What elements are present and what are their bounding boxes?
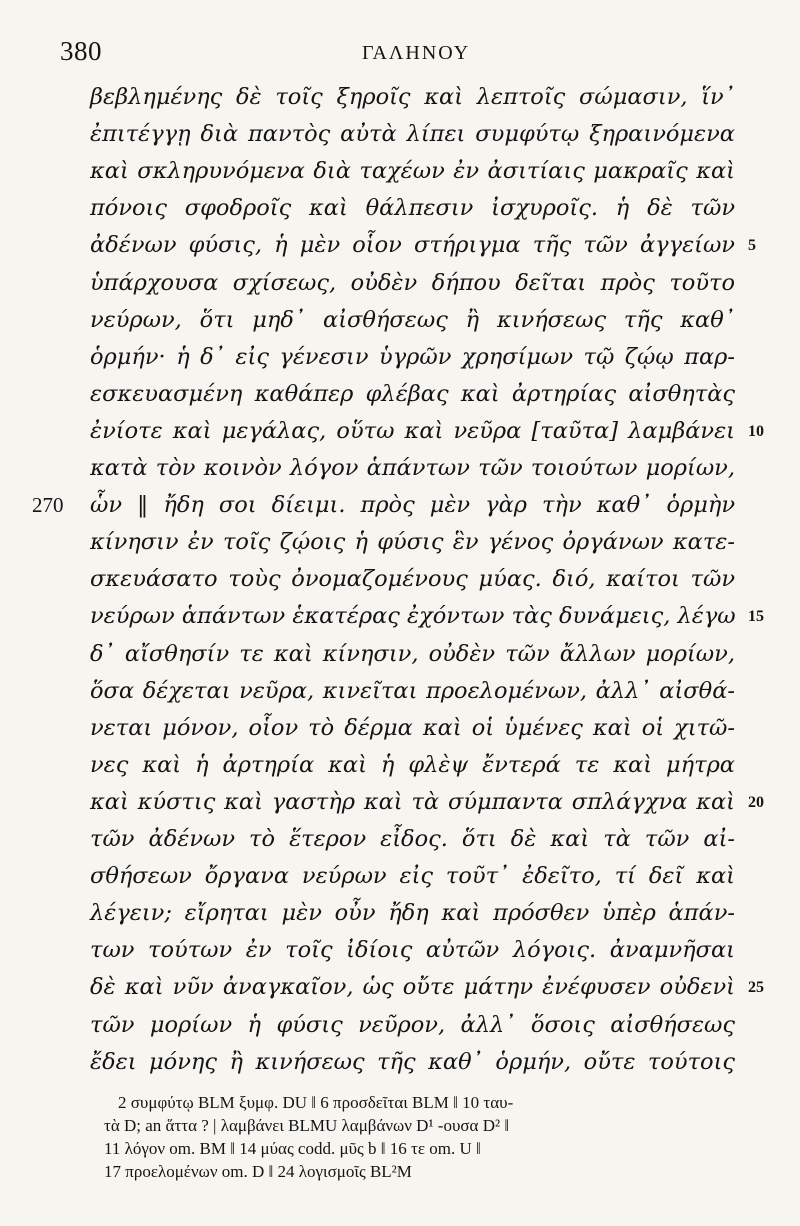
line-text: καὶ κύστις καὶ γαστὴρ καὶ τὰ σύμπαντα σπλάγχνα καὶ	[90, 788, 735, 815]
line-text: νεται μόνον, οἷον τὸ δέρμα καὶ οἱ ὑμένες καὶ οἱ χιτῶ-	[90, 714, 735, 741]
apparatus-line: τὰ D; an ἅττα ? | λαμβάνει BLMU λαμβάνων D¹ -ουσα D² ‖	[104, 1116, 510, 1135]
line-text: νεύρων ἁπάντων ἑκατέρας ἐχόντων τὰς δυνάμεις, λέγω	[90, 603, 736, 630]
text-line	[0, 525, 800, 565]
line-number: 15	[748, 608, 764, 626]
text-line	[0, 562, 800, 602]
line-text: τῶν ἀδένων τὸ ἕτερον εἶδος. ὅτι δὲ καὶ τὰ τῶν αἰ-	[90, 826, 735, 852]
text-line	[0, 599, 800, 639]
line-text: νες καὶ ἡ ἀρτηρία καὶ ἡ φλὲψ ἔντερά τε καὶ μήτρα	[90, 751, 735, 778]
line-text: κατὰ τὸν κοινὸν λόγον ἁπάντων τῶν τοιούτων μορίων,	[90, 455, 735, 481]
page-number: 380	[60, 36, 102, 66]
apparatus-line: 17 προελομένων om. D ‖ 24 λογισμοῖς BL²M	[104, 1162, 412, 1181]
text-line	[0, 748, 800, 788]
text-line	[0, 822, 800, 862]
line-text: λέγειν; εἴρηται μὲν οὖν ἤδη καὶ πρόσθεν ὑπὲρ ἁπάν-	[90, 900, 735, 927]
page-header	[0, 28, 800, 68]
text-line	[0, 340, 800, 380]
line-text: πόνοις σφοδροῖς καὶ θάλπεσιν ἰσχυροῖς. ἡ δὲ τῶν	[90, 195, 735, 222]
text-line	[0, 266, 800, 306]
margin-page-reference: 270	[32, 493, 64, 518]
text-line	[0, 1008, 800, 1048]
text-line	[0, 154, 800, 194]
line-text: ἀδένων φύσις, ἡ μὲν οἷον στήριγμα τῆς τῶν ἀγγείων	[90, 232, 735, 259]
line-text: ὧν ‖ ἤδη σοι δίειμι. πρὸς μὲν γὰρ τὴν καθ᾿ ὁρμὴν	[90, 492, 735, 519]
text-line	[0, 377, 800, 417]
text-line	[0, 785, 800, 825]
text-line	[0, 1045, 800, 1085]
text-line	[0, 896, 800, 936]
text-line	[0, 451, 800, 491]
text-line	[0, 488, 800, 528]
running-head: ΓΑΛΗΝΟΥ	[362, 42, 471, 64]
line-text: σκευάσατο τοὺς ὀνομαζομένους μύας. διό, καίτοι τῶν	[90, 566, 735, 593]
line-text: τῶν μορίων ἡ φύσις νεῦρον, ἀλλ᾿ ὅσοις αἰσθήσεως	[90, 1011, 735, 1038]
text-line	[0, 674, 800, 714]
text-line	[0, 970, 800, 1010]
apparatus-line: 2 συμφύτῳ BLM ξυμφ. DU ‖ 6 προσδεῖται BLM ‖ 10 ταυ-	[118, 1093, 514, 1112]
line-text: ἔδει μόνης ἢ κινήσεως τῆς καθ᾿ ὁρμήν, οὔτε τούτοις	[90, 1048, 735, 1075]
line-text: δ᾿ αἴσθησίν τε καὶ κίνησιν, οὐδὲν τῶν ἄλλων μορίων,	[90, 640, 735, 667]
line-text: ὁρμήν· ἡ δ᾿ εἰς γένεσιν ὑγρῶν χρησίμων τῷ ζῴῳ παρ-	[90, 343, 735, 370]
line-text: των τούτων ἐν τοῖς ἰδίοις αὐτῶν λόγοις. ἀναμνῆσαι	[90, 937, 735, 964]
text-line	[0, 303, 800, 343]
text-line	[0, 637, 800, 677]
line-text: ἐπιτέγγῃ διὰ παντὸς αὐτὰ λίπει συμφύτῳ ξηραινόμενα	[90, 121, 735, 148]
text-line	[0, 933, 800, 973]
line-text: κίνησιν ἐν τοῖς ζῴοις ἡ φύσις ἓν γένος ὀργάνων κατε-	[90, 529, 735, 556]
line-text: ὑπάρχουσα σχίσεως, οὐδὲν δήπου δεῖται πρὸς τοῦτο	[90, 269, 735, 296]
apparatus-line: 11 λόγον om. BM ‖ 14 μύας codd. μῦς b ‖ 16 τε om. U ‖	[104, 1139, 481, 1158]
line-text: βεβλημένης δὲ τοῖς ξηροῖς καὶ λεπτοῖς σώμασιν, ἵν᾿	[90, 84, 735, 110]
line-text: νεύρων, ὅτι μηδ᾿ αἰσθήσεως ἢ κινήσεως τῆς καθ᾿	[90, 306, 735, 333]
line-text: καὶ σκληρυνόμενα διὰ ταχέων ἐν ἀσιτίαις μακραῖς καὶ	[90, 158, 735, 185]
text-line	[0, 414, 800, 454]
line-number: 10	[748, 422, 764, 440]
line-text: εσκευασμένη καθάπερ φλέβας καὶ ἀρτηρίας αἰσθητὰς	[90, 380, 735, 407]
text-line	[0, 191, 800, 231]
text-line	[0, 117, 800, 157]
line-number: 20	[748, 793, 764, 811]
line-text: ἐνίοτε καὶ μεγάλας, οὕτω καὶ νεῦρα [ταῦτα] λαμβάνει	[90, 417, 735, 444]
line-text: δὲ καὶ νῦν ἀναγκαῖον, ὡς οὔτε μάτην ἐνέφυσεν οὐδενὶ	[90, 974, 735, 1001]
line-number: 5	[748, 237, 756, 255]
text-line	[0, 228, 800, 268]
text-line	[0, 859, 800, 899]
line-text: σθήσεων ὄργανα νεύρων εἰς τοῦτ᾿ ἐδεῖτο, τί δεῖ καὶ	[90, 863, 735, 890]
text-line	[0, 80, 800, 120]
text-line	[0, 711, 800, 751]
line-number: 25	[748, 979, 764, 997]
line-text: ὅσα δέχεται νεῦρα, κινεῖται προελομένων, ἀλλ᾿ αἰσθά-	[90, 677, 735, 704]
